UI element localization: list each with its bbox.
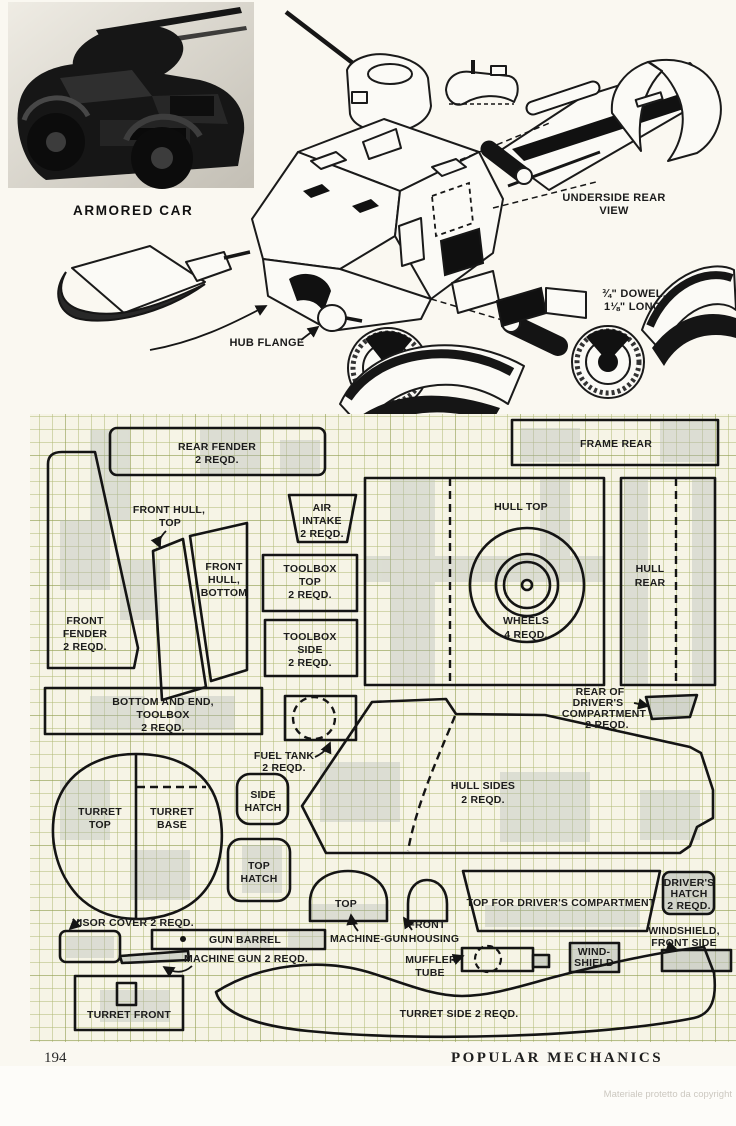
svg-text:GUN BARREL: GUN BARREL xyxy=(209,934,281,946)
svg-text:TOP: TOP xyxy=(89,819,111,831)
svg-text:FRONT: FRONT xyxy=(205,561,243,573)
svg-text:TOOLBOX: TOOLBOX xyxy=(136,709,190,721)
dowel-label: ¾" DOWEL, xyxy=(602,288,667,300)
hub-flange-drawing xyxy=(318,305,346,331)
svg-text:HULL SIDES: HULL SIDES xyxy=(450,780,516,792)
svg-text:WHEELS: WHEELS xyxy=(502,615,550,627)
svg-text:MUFFLER: MUFFLER xyxy=(405,954,457,966)
svg-text:2 REQD.: 2 REQD. xyxy=(288,657,332,669)
svg-text:2 REQD.: 2 REQD. xyxy=(63,641,107,653)
svg-text:TOP: TOP xyxy=(159,517,181,529)
svg-text:TURRET SIDE 2 REQD.: TURRET SIDE 2 REQD. xyxy=(399,1008,519,1020)
svg-text:HULL TOP: HULL TOP xyxy=(494,501,548,513)
svg-text:INTAKE: INTAKE xyxy=(302,515,342,527)
svg-text:SIDE: SIDE xyxy=(250,789,276,801)
page-number: 194 xyxy=(44,1050,67,1066)
svg-text:SHIELD: SHIELD xyxy=(574,957,614,969)
svg-text:BOTTOM: BOTTOM xyxy=(200,587,248,599)
svg-text:TURRET: TURRET xyxy=(78,806,122,818)
pattern-part-drivers-hatch xyxy=(663,872,714,914)
svg-text:FUEL TANK: FUEL TANK xyxy=(253,750,315,762)
svg-text:BOTTOM AND END,: BOTTOM AND END, xyxy=(112,696,214,708)
svg-text:MACHINE GUN 2 REQD.: MACHINE GUN 2 REQD. xyxy=(184,953,308,965)
svg-text:2 REQD.: 2 REQD. xyxy=(300,528,344,540)
underside-view-label: UNDERSIDE REAR xyxy=(562,192,666,204)
svg-text:MACHINE-GUN: MACHINE-GUN xyxy=(329,933,409,945)
svg-text:FENDER: FENDER xyxy=(62,628,108,640)
svg-text:TOOLBOX: TOOLBOX xyxy=(283,631,337,643)
svg-text:AIR: AIR xyxy=(312,502,332,514)
svg-text:WINDSHIELD,: WINDSHIELD, xyxy=(648,925,720,937)
svg-text:2 REQD.: 2 REQD. xyxy=(667,900,711,912)
svg-text:4 REQD.: 4 REQD. xyxy=(504,629,548,641)
svg-text:HATCH: HATCH xyxy=(670,888,708,900)
svg-text:HOUSING: HOUSING xyxy=(408,933,460,945)
svg-text:HATCH: HATCH xyxy=(244,802,282,814)
svg-text:COMPARTMENT: COMPARTMENT xyxy=(561,708,647,720)
underside-rear-view-drawing xyxy=(498,60,721,190)
svg-text:HATCH: HATCH xyxy=(240,873,278,885)
svg-text:TURRET: TURRET xyxy=(150,806,194,818)
svg-text:TOP: TOP xyxy=(248,860,270,872)
svg-text:REAR OF: REAR OF xyxy=(575,686,625,698)
svg-text:2 REQD.: 2 REQD. xyxy=(195,454,239,466)
svg-text:FRAME REAR: FRAME REAR xyxy=(580,438,652,450)
svg-text:TOP: TOP xyxy=(335,898,357,910)
magazine-title: POPULAR MECHANICS xyxy=(450,1050,664,1066)
underside-view-label: VIEW xyxy=(599,205,629,217)
wheel-drawing xyxy=(572,326,644,398)
svg-text:2 REQD.: 2 REQD. xyxy=(288,589,332,601)
svg-text:2 REQD.: 2 REQD. xyxy=(585,719,629,731)
svg-text:FRONT: FRONT xyxy=(66,615,104,627)
svg-text:DRIVER'S: DRIVER'S xyxy=(663,877,715,889)
photo-caption: ARMORED CAR xyxy=(73,203,194,218)
drawing-gun-barrel xyxy=(286,12,354,64)
svg-text:TOOLBOX: TOOLBOX xyxy=(283,563,337,575)
svg-text:2 REQD.: 2 REQD. xyxy=(461,794,505,806)
svg-text:FRONT SIDE: FRONT SIDE xyxy=(651,937,717,949)
svg-text:HULL: HULL xyxy=(635,563,665,575)
svg-text:DRIVER'S: DRIVER'S xyxy=(572,697,624,709)
svg-text:TOP FOR DRIVER'S COMPARTMENT: TOP FOR DRIVER'S COMPARTMENT xyxy=(466,897,656,909)
copyright-watermark: Materiale protetto da copyright xyxy=(603,1089,732,1100)
dowel-label: 1⅛" LONG xyxy=(604,301,662,313)
svg-text:WIND-: WIND- xyxy=(577,946,611,958)
svg-text:BASE: BASE xyxy=(157,819,187,831)
svg-text:FRONT HULL,: FRONT HULL, xyxy=(132,504,206,516)
svg-text:REAR FENDER: REAR FENDER xyxy=(177,441,257,453)
svg-text:2 REQD.: 2 REQD. xyxy=(262,762,306,774)
armored-car-photo xyxy=(8,2,254,218)
svg-text:HULL,: HULL, xyxy=(208,574,240,586)
hub-flange-label: HUB FLANGE xyxy=(229,337,305,349)
svg-text:FRONT: FRONT xyxy=(408,919,446,931)
pattern-grid xyxy=(30,414,736,1042)
svg-text:2 REQD.: 2 REQD. xyxy=(141,722,185,734)
svg-text:TUBE: TUBE xyxy=(415,967,445,979)
svg-text:TURRET FRONT: TURRET FRONT xyxy=(86,1009,172,1021)
svg-text:VISOR COVER 2 REQD.: VISOR COVER 2 REQD. xyxy=(72,917,194,929)
svg-text:SIDE: SIDE xyxy=(297,644,323,656)
fender-piece-drawing xyxy=(58,246,266,350)
svg-text:TOP: TOP xyxy=(299,576,321,588)
svg-text:REAR: REAR xyxy=(634,577,666,589)
drawing-bracket-part xyxy=(446,72,518,105)
